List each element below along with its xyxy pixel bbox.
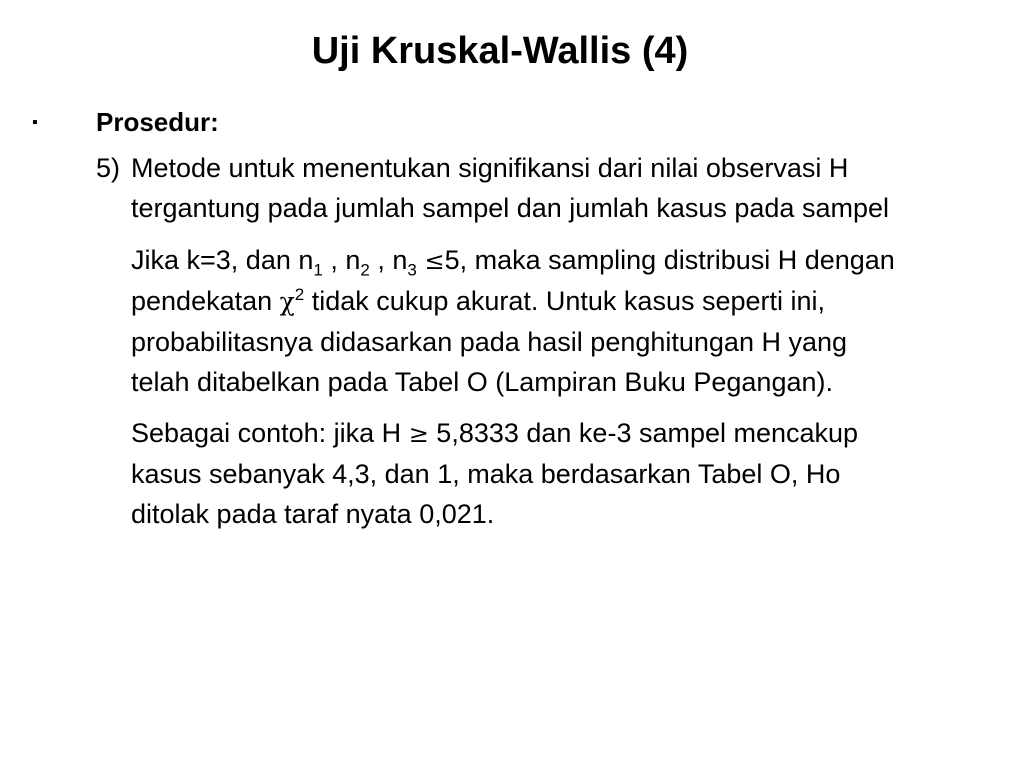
text-segment: pendekatan [131, 286, 280, 316]
paragraph-line [131, 281, 1011, 322]
text-segment: Jika k=3, dan n [131, 245, 314, 275]
superscript: 2 [294, 285, 305, 304]
less-equal-symbol: ≤ [416, 247, 445, 275]
paragraph-line [131, 413, 1011, 454]
greater-equal-symbol: ≥ [408, 420, 429, 448]
section-heading: Prosedur: [96, 107, 219, 137]
paragraph-line: kasus sebanyak 4,3, dan 1, maka berdasarkan Tabel O, Ho [131, 459, 841, 489]
text-segment: tidak cukup akurat. Untuk kasus seperti ini, [304, 286, 826, 316]
paragraph-line: probabilitasnya didasarkan pada hasil penghitungan H yang [131, 327, 848, 357]
paragraph-condition [131, 240, 1011, 402]
text-segment: , n [322, 245, 361, 275]
subscript: 1 [313, 260, 323, 280]
paragraph-line: Metode untuk menentukan signifikansi dari nilai observasi H [131, 153, 849, 183]
text-segment: 5, maka sampling distribusi H dengan [444, 245, 895, 275]
text-segment: , n [369, 245, 408, 275]
paragraph-method [131, 148, 1011, 228]
paragraph-line [131, 240, 1011, 281]
paragraph-line: tergantung pada jumlah sampel dan jumlah kasus pada sampel [131, 193, 889, 223]
paragraph-line: telah ditabelkan pada Tabel O (Lampiran Buku Pegangan). [131, 367, 833, 397]
paragraph-example [131, 413, 1011, 534]
paragraph-line: ditolak pada taraf nyata 0,021. [131, 499, 495, 529]
subscript: 2 [360, 260, 370, 280]
slide-title: Uji Kruskal-Wallis (4) [311, 30, 689, 72]
subscript: 3 [407, 260, 417, 280]
item-number: 5) [96, 153, 121, 183]
text-segment: Sebagai contoh: jika H [131, 418, 409, 448]
text-segment: 5,8333 dan ke-3 sampel mencakup [428, 418, 859, 448]
bullet-square-icon: ▪ [32, 114, 38, 131]
chi-symbol: χ [279, 287, 295, 316]
